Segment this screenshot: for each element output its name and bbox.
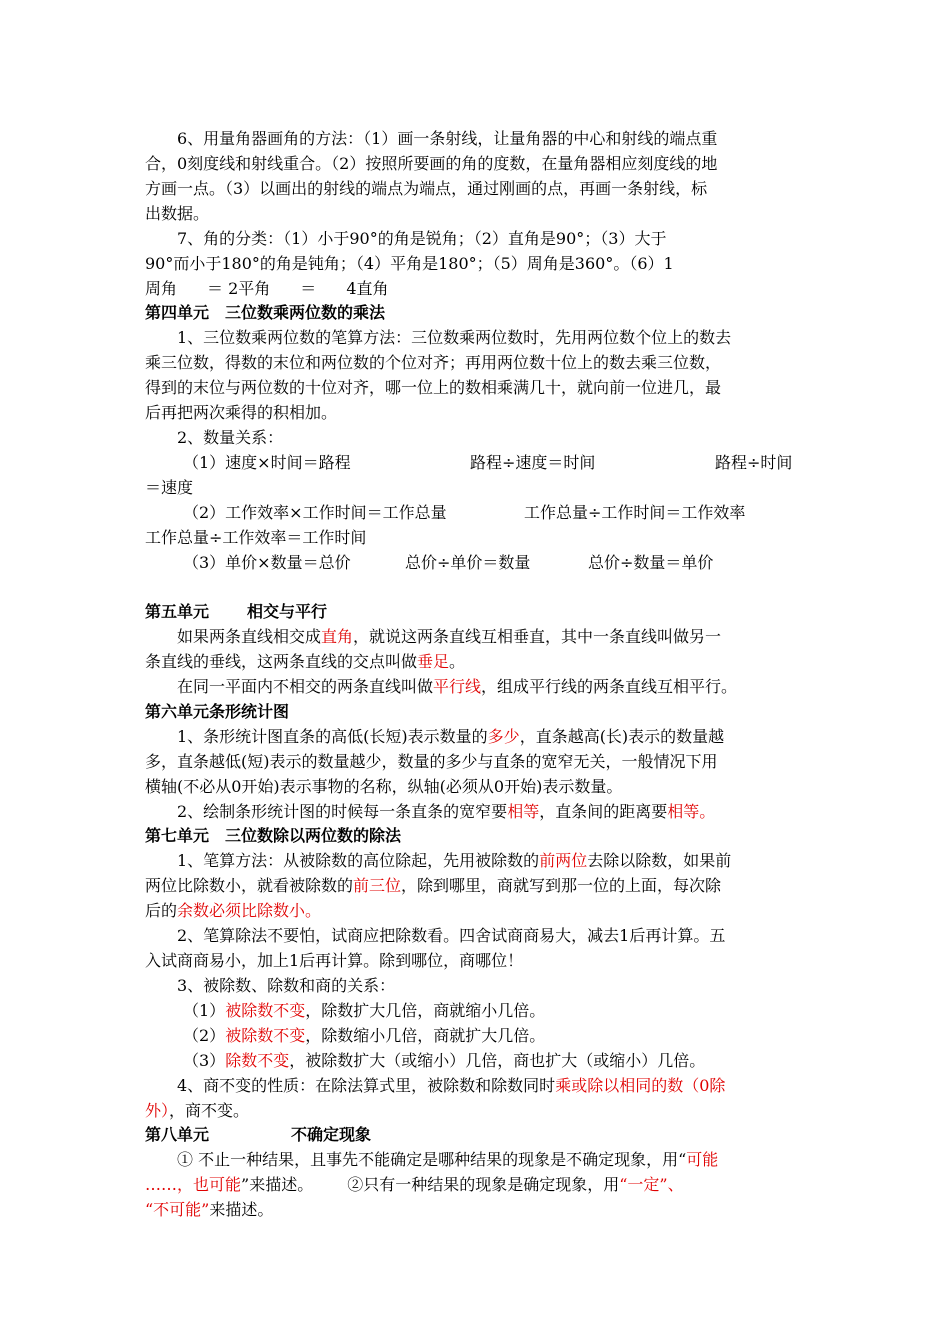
highlight-term: 相等。 (667, 802, 716, 821)
highlight-term: 余数必须比除数小。 (177, 901, 322, 920)
text-run: ＝ (300, 279, 317, 298)
paragraph-line: 2、笔算除法不要怕，试商应把除数看。四舍试商商易大，减去1后再计算。五 (177, 926, 726, 945)
formula: 总价÷单价＝数量 (405, 553, 531, 572)
paragraph-line (145, 1172, 810, 1197)
text-run: 4直角 (346, 279, 389, 298)
heading-part: 相交与平行 (247, 602, 328, 621)
text-run: ②只有一种结果的现象是确定现象，用 (347, 1175, 620, 1194)
text-run: ，商不变。 (169, 1101, 250, 1120)
formula: 总价÷数量＝单价 (588, 553, 714, 572)
text-run: （3） (183, 1051, 226, 1070)
section-heading: 第七单元 三位数除以两位数的除法 (145, 826, 402, 845)
formula: 工作总量÷工作时间＝工作效率 (524, 503, 746, 522)
highlight-term: 乘或除以相同的数（0除 (555, 1076, 726, 1095)
text-run: 来描述。 (209, 1200, 274, 1219)
paragraph-line: 方画一点。（3）以画出的射线的端点为端点，通过刚画的点，再画一条射线，标 (145, 179, 708, 198)
paragraph-line (183, 998, 810, 1023)
paragraph-line (145, 649, 810, 674)
highlight-term: 前三位 (353, 876, 402, 895)
paragraph-line: 3、被除数、除数和商的关系： (177, 976, 396, 995)
text-run: 1、条形统计图直条的高低(长短)表示数量的 (177, 727, 488, 746)
paragraph-line (145, 1197, 810, 1222)
paragraph-line: 多，直条越低(短)表示的数量越少，数量的多少与直条的宽窄无关，一般情况下用 (145, 752, 718, 771)
paragraph-line: 入试商商易小，加上1后再计算。除到哪位，商哪位！ (145, 951, 524, 970)
text-run: ，直条间的距离要 (539, 802, 668, 821)
text-run: 4、商不变的性质：在除法算式里，被除数和除数同时 (177, 1076, 556, 1095)
paragraph-line (177, 724, 810, 749)
formula: （1）速度×时间＝路程 (183, 453, 351, 472)
paragraph-line: 90°而小于180°的角是钝角；（4）平角是180°；（5）周角是360°。（6）1 (145, 254, 674, 273)
text-run: 如果两条直线相交成 (177, 627, 322, 646)
heading-part: 第五单元 (145, 602, 210, 621)
highlight-term: 多少 (487, 727, 520, 746)
paragraph-line: 出数据。 (145, 204, 210, 223)
paragraph-line (177, 674, 810, 699)
text-run: （1） (183, 1001, 226, 1020)
paragraph-line: 6、用量角器画角的方法：（1）画一条射线，让量角器的中心和射线的端点重 (177, 129, 718, 148)
formula: （2）工作效率×工作时间＝工作总量 (183, 503, 447, 522)
highlight-term: “不可能” (145, 1200, 210, 1219)
highlight-term: 除数不变 (225, 1051, 290, 1070)
text-run: 条直线的垂线，这两条直线的交点叫做 (145, 652, 418, 671)
paragraph-line: 合，0刻度线和射线重合。（2）按照所要画的角的度数，在量角器相应刻度线的地 (145, 154, 718, 173)
text-run: 1、笔算方法：从被除数的高位除起，先用被除数的 (177, 851, 540, 870)
highlight-term: 被除数不变 (225, 1026, 306, 1045)
highlight-term: 平行线 (433, 677, 482, 696)
highlight-term: 相等 (507, 802, 540, 821)
highlight-term: ……，也可能 (145, 1175, 242, 1194)
paragraph-line: 得到的末位与两位数的十位对齐，哪一位上的数相乘满几十，就向前一位进几，最 (145, 378, 722, 397)
text-run: 。 (449, 652, 466, 671)
highlight-term: 可能 (686, 1150, 719, 1169)
text-run: 后的 (145, 901, 178, 920)
paragraph-line (177, 799, 810, 824)
highlight-term: 垂足 (417, 652, 450, 671)
section-heading (145, 599, 810, 624)
section-heading: 第四单元 三位数乘两位数的乘法 (145, 303, 386, 322)
paragraph-line (145, 1098, 810, 1123)
text-run: ，被除数扩大（或缩小）几倍，商也扩大（或缩小）几倍。 (289, 1051, 706, 1070)
paragraph-line (177, 1147, 810, 1172)
paragraph-line (177, 624, 810, 649)
text-run: （2） (183, 1026, 226, 1045)
text-run: ，除数扩大几倍，商就缩小几倍。 (305, 1001, 546, 1020)
paragraph-line (177, 848, 810, 873)
text-run: 在同一平面内不相交的两条直线叫做 (177, 677, 434, 696)
heading-part: 第八单元 (145, 1125, 210, 1144)
text-run: 2、绘制条形统计图的时候每一条直条的宽窄要 (177, 802, 508, 821)
paragraph-line (183, 1048, 810, 1073)
highlight-term: 前两位 (539, 851, 588, 870)
text-run: 周角 (145, 279, 178, 298)
text-run: ，除到哪里，商就写到那一位的上面，每次除 (401, 876, 722, 895)
paragraph-line: 2、数量关系： (177, 428, 284, 447)
text-run: ，组成平行线的两条直线互相平行。 (481, 677, 738, 696)
highlight-term: 外） (145, 1101, 170, 1120)
text-run: ”来描述。 (241, 1175, 314, 1194)
formula: 工作总量÷工作效率＝工作时间 (145, 528, 367, 547)
text-run: ① 不止一种结果，且事先不能确定是哪种结果的现象是不确定现象，用“ (177, 1150, 687, 1169)
paragraph-line: 乘三位数，得数的末位和两位数的个位对齐；再用两位数十位上的数去乘三位数， (145, 353, 722, 372)
paragraph-line: 后再把两次乘得的积相加。 (145, 403, 338, 422)
section-heading: 第六单元条形统计图 (145, 702, 290, 721)
paragraph-line: 1、三位数乘两位数的笔算方法：三位数乘两位数时，先用两位数个位上的数去 (177, 328, 732, 347)
formula: 路程÷时间 (715, 453, 793, 472)
highlight-term: 被除数不变 (225, 1001, 306, 1020)
paragraph-line (145, 898, 810, 923)
text-run: 两位比除数小，就看被除数的 (145, 876, 354, 895)
text-run: ，除数缩小几倍，商就扩大几倍。 (305, 1026, 546, 1045)
text-run: ，就说这两条直线互相垂直，其中一条直线叫做另一 (353, 627, 722, 646)
paragraph-line: 横轴(不必从0开始)表示事物的名称，纵轴(必须从0开始)表示数量。 (145, 777, 623, 796)
heading-part: 不确定现象 (291, 1125, 372, 1144)
paragraph-line (145, 276, 810, 301)
section-heading (145, 1122, 810, 1147)
formula: （3）单价×数量＝总价 (183, 553, 351, 572)
highlight-term: 直角 (321, 627, 354, 646)
paragraph-line (145, 873, 810, 898)
formula: ＝速度 (145, 478, 194, 497)
paragraph-line (183, 1023, 810, 1048)
text-run: ，直条越高(长)表示的数量越 (519, 727, 725, 746)
paragraph-line: 7、角的分类：（1）小于90°的角是锐角；（2）直角是90°；（3）大于 (177, 229, 667, 248)
text-run: 去除以除数，如果前 (587, 851, 732, 870)
text-run: ＝ 2平角 (207, 279, 271, 298)
paragraph-line (177, 1073, 810, 1098)
highlight-term: “一定”、 (619, 1175, 684, 1194)
formula: 路程÷速度＝时间 (470, 453, 596, 472)
